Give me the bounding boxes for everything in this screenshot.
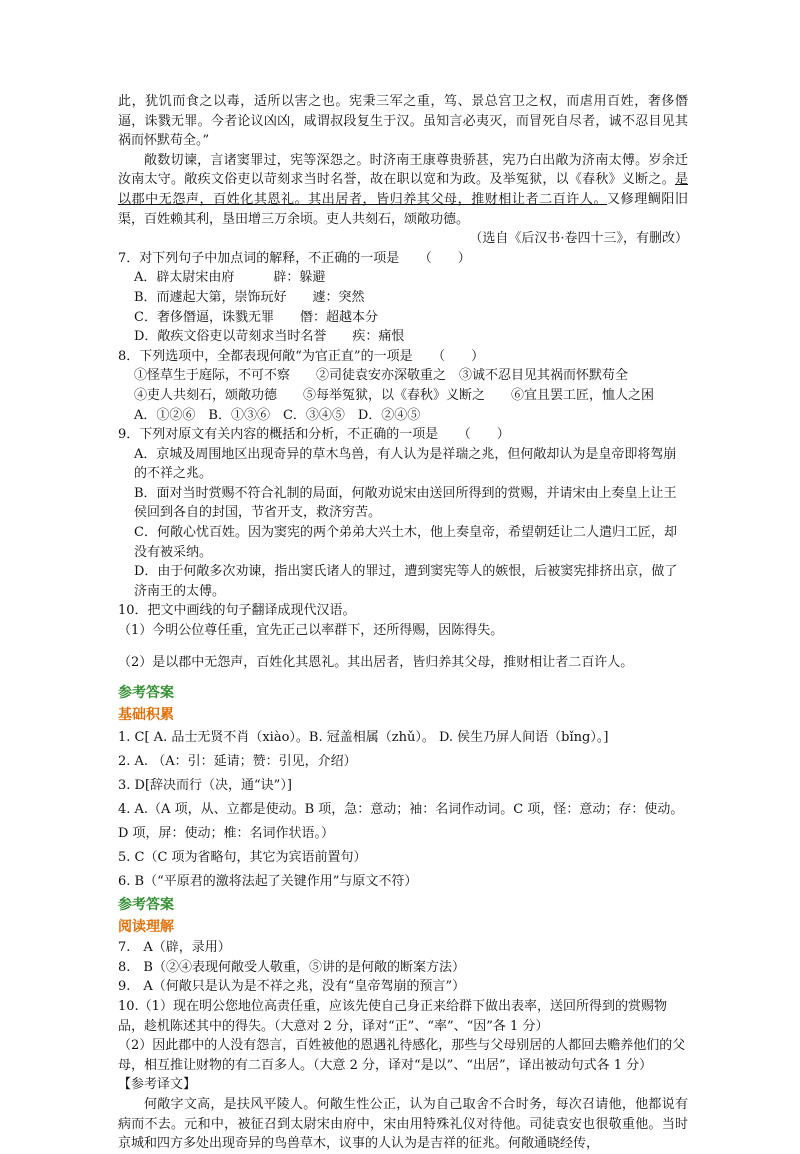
answer-item: 10.（1）现在明公您地位高责任重，应该先使自己身正来给群下做出表率，送回所得到的赏赐物品，趁机陈述其中的得失。（大意对 2 分，译对“正”、“率”、“因”各 1 分） xyxy=(118,999,667,1034)
answer-item: 9. A（何敞只是认为是不祥之兆，没有“皇帝驾崩的预言”） xyxy=(118,979,466,995)
passage-paragraph-1: 此，犹饥而食之以毒，适所以害之也。宪秉三军之重，笃、景总宫卫之权，而虐用百姓，奢侈僭逼，诛戮无罪。今者论议凶凶，咸谓叔段复生于汉。虽知言必夷灭，而冒死自尽者，诚不忍目见其祸而怀默苟全。” xyxy=(118,94,688,149)
answer-item: 4. A.（A 项，从、立都是使动。B 项，急：意动；袖：名词作动词。C 项，怪：意动；存：使动。D 项，屏：使动；椎：名词作状语。） xyxy=(118,802,684,842)
question-10-stem: 10．把文中画线的句子翻译成现代汉语。 xyxy=(118,603,356,619)
question-option: A．辟太尉宋由府 辟：躲避 xyxy=(134,270,326,286)
section-heading-reading: 阅读理解 xyxy=(118,919,174,936)
question-option: ④吏人共刻石，颂敞功德 ⑤每举冤狱，以《春秋》义断之 ⑥宜且罢工匠，恤人之困 xyxy=(134,387,655,403)
document-page xyxy=(118,92,688,1154)
question-option: ①怪草生于庭际，不可不察 ②司徒袁安亦深敬重之 ③诚不忍目见其祸而怀默苟全 xyxy=(134,368,629,384)
answer-item: 3. D[辞决而行（决，通“诀”）] xyxy=(118,778,292,794)
answer-item: 5. C（C 项为省略句，其它为宾语前置句） xyxy=(118,850,367,866)
passage-source: （选自《后汉书·卷四十三》，有删改） xyxy=(469,231,688,247)
question-10-sentence-2: （2）是以郡中无怨声，百姓化其恩礼。其出居者，皆归养其父母，推财相让者二百许人。 xyxy=(118,654,634,670)
answer-item: 8. B（②④表现何敞受人敬重，⑤讲的是何敞的断案方法） xyxy=(118,959,465,975)
translation-heading: 【参考译文】 xyxy=(118,1077,197,1093)
answer-item: 6. B（“平原君的激将法起了关键作用”与原文不符） xyxy=(118,874,418,890)
answers-heading: 参考答案 xyxy=(118,685,174,702)
translation-text: 何敞字文高，是扶风平陵人。何敞生性公正，认为自己取舍不合时务，每次召请他，他都说有病而不去。元和中，被征召到太尉宋由府中，宋由用特殊礼仪对待他。司徒袁安也很敬重他。当时京城和四方多处出现奇异的鸟兽草木，议事的人认为是吉祥的征兆。何敞通晓经传， xyxy=(118,1096,688,1152)
answer-item: 1. C[ A. 品士无贤不肖（xiào）。B. 冠盖相属（zhǔ）。 D. 侯生乃屏人间语（bǐng）。] xyxy=(118,730,609,746)
answer-item: （2）因此郡中的人没有怨言，百姓被他的恩遇礼待感化，那些与父母别居的人都回去赡养他们的父母，相互推让财物的有二百多人。（大意 2 分，译对“是以”、“出居”，译出被动句式各 1 分） xyxy=(118,1038,686,1073)
question-option: B．面对当时赏赐不符合礼制的局面，何敞劝说宋由送回所得到的赏赐，并请宋由上奏皇上让王侯回到各自的封国，节省开支，救济穷苦。 xyxy=(134,485,677,521)
question-option: A．京城及周围地区出现奇异的草木鸟兽，有人认为是祥瑞之兆，但何敞却认为是皇帝即将驾崩的不祥之兆。 xyxy=(134,446,677,482)
question-7-stem: 7．对下列句子中加点词的解释，不正确的一项是 （ ） xyxy=(118,250,471,266)
section-heading-basic: 基础积累 xyxy=(118,707,174,724)
answers-heading: 参考答案 xyxy=(118,897,174,914)
question-option: D．敞疾文俗吏以苛刻求当时名誉 疾：痛恨 xyxy=(134,329,405,345)
question-option: C．奢侈僭逼，诛戮无罪 僭：超越本分 xyxy=(134,309,378,325)
question-option: B．而遽起大第，崇饰玩好 遽：突然 xyxy=(134,289,365,305)
question-option: A．①②⑥ B．①③⑥ C．③④⑤ D．②④⑤ xyxy=(134,407,421,423)
question-option: D．由于何敞多次劝谏，指出窦氏诸人的罪过，遭到窦宪等人的嫉恨，后被窦宪排挤出京，做了济南王的太傅。 xyxy=(134,564,678,599)
question-10-sentence-1: （1）今明公位尊任重，宜先正己以率群下，还所得赐，因陈得失。 xyxy=(118,623,504,639)
answer-item: 7. A（辟，录用） xyxy=(118,940,231,956)
passage-text: 敞数切谏，言诸窦罪过，宪等深怨之。时济南王康尊贵骄甚，宪乃白出敞为济南太傅。岁余迁汝南太守。敞疾文俗吏以苛刻求当时名誉，故在职以宽和为政。及举冤狱，以《春秋》义断之。 xyxy=(118,152,688,188)
passage-text: 又修理鲷阳旧渠，百姓赖其利，垦田增三万余顷。吏人共刻石，颂敞功德。 xyxy=(118,191,688,227)
passage-paragraph-2 xyxy=(118,151,688,229)
question-9-stem: 9．下列对原文有关内容的概括和分析，不正确的一项是 （ ） xyxy=(118,427,510,443)
question-8-stem: 8．下列选项中，全都表现何敞“为官正直”的一项是 （ ） xyxy=(118,348,485,364)
answer-item: 2. A. （A：引：延请；赞：引见，介绍） xyxy=(118,754,357,770)
question-option: C．何敞心忧百姓。因为窦宪的两个弟弟大兴土木，他上奏皇帝，希望朝廷让二人遣归工匠，却没有被采纳。 xyxy=(134,525,677,560)
underlined-sentence: 是以郡中无怨声，百姓化其恩礼。其出居者，皆归养其父母，推财相让者二百许人。 xyxy=(118,172,688,207)
